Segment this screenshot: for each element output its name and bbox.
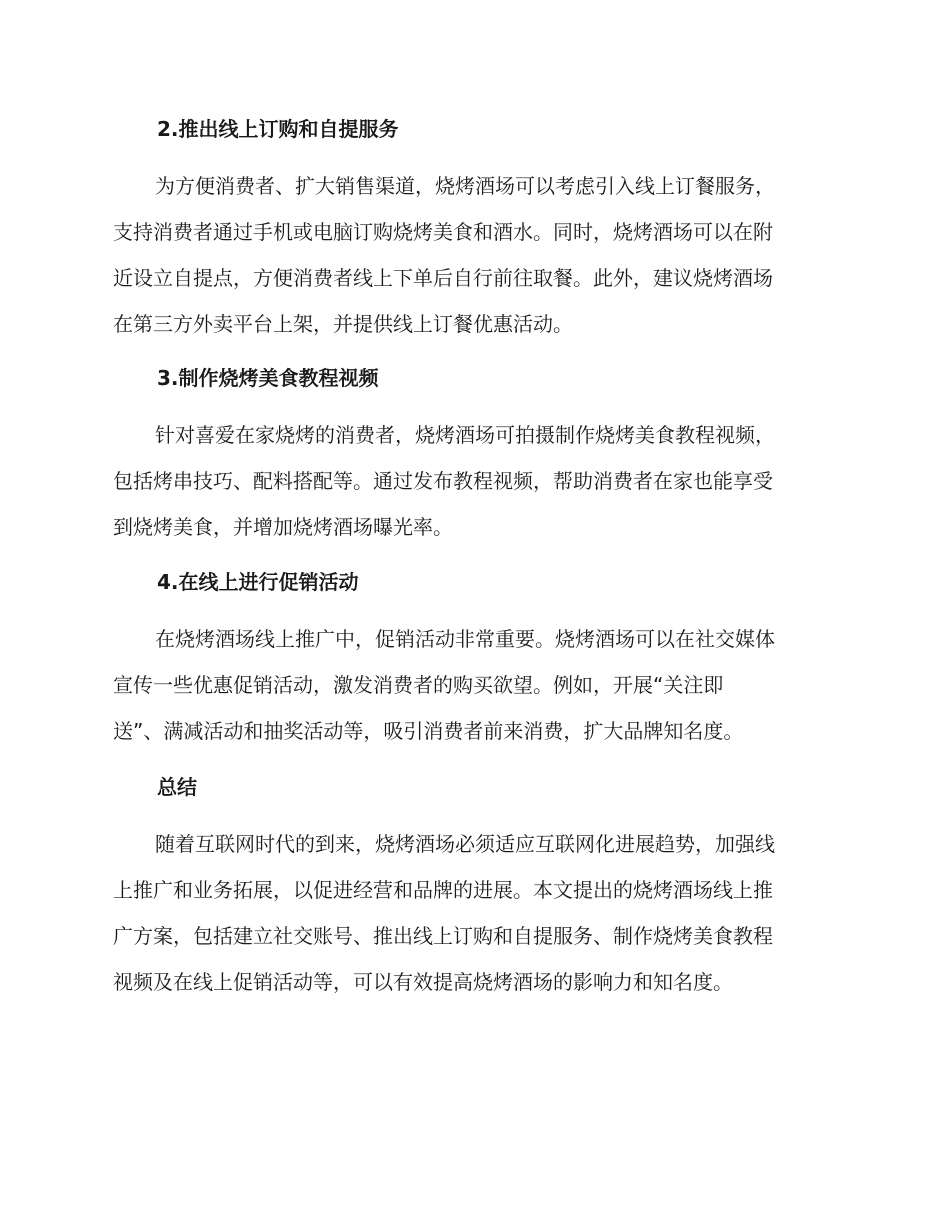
paragraph-line: 送”、满减活动和抽奖活动等，吸引消费者前来消费，扩大品牌知名度。 [113, 719, 744, 743]
section-paragraph-summary [113, 821, 833, 1005]
paragraph-line: 针对喜爱在家烧烤的消费者，烧烤酒场可拍摄制作烧烤美食教程视频， [155, 423, 775, 447]
section-paragraph-promotions [113, 616, 833, 754]
paragraph-line: 包括烤串技巧、配料搭配等。通过发布教程视频，帮助消费者在家也能享受 [113, 469, 773, 493]
section-paragraph-tutorial-videos [113, 412, 833, 550]
section-heading-summary: 总结 [157, 775, 197, 799]
section-heading-promotions: 4.在线上进行促销活动 [157, 570, 359, 594]
section-heading-tutorial-videos: 3.制作烧烤美食教程视频 [157, 366, 379, 390]
paragraph-line: 近设立自提点，方便消费者线上下单后自行前往取餐。此外，建议烧烤酒场 [113, 266, 773, 290]
section-heading-online-ordering: 2.推出线上订购和自提服务 [157, 117, 399, 141]
paragraph-line: 视频及在线上促销活动等，可以有效提高烧烤酒场的影响力和知名度。 [113, 970, 733, 994]
paragraph-line: 为方便消费者、扩大销售渠道，烧烤酒场可以考虑引入线上订餐服务， [155, 174, 775, 198]
paragraph-line: 广方案，包括建立社交账号、推出线上订购和自提服务、制作烧烤美食教程 [113, 924, 773, 948]
paragraph-line: 随着互联网时代的到来，烧烤酒场必须适应互联网化进展趋势，加强线 [155, 832, 775, 856]
paragraph-line: 在第三方外卖平台上架，并提供线上订餐优惠活动。 [113, 312, 573, 336]
paragraph-line: 宣传一些优惠促销活动，激发消费者的购买欲望。例如，开展“关注即 [113, 673, 724, 697]
paragraph-line: 支持消费者通过手机或电脑订购烧烤美食和酒水。同时，烧烤酒场可以在附 [113, 220, 773, 244]
paragraph-line: 在烧烤酒场线上推广中，促销活动非常重要。烧烤酒场可以在社交媒体 [155, 627, 775, 651]
paragraph-line: 上推广和业务拓展，以促进经营和品牌的进展。本文提出的烧烤酒场线上推 [113, 878, 773, 902]
section-paragraph-online-ordering [113, 163, 833, 347]
paragraph-line: 到烧烤美食，并增加烧烤酒场曝光率。 [113, 515, 453, 539]
